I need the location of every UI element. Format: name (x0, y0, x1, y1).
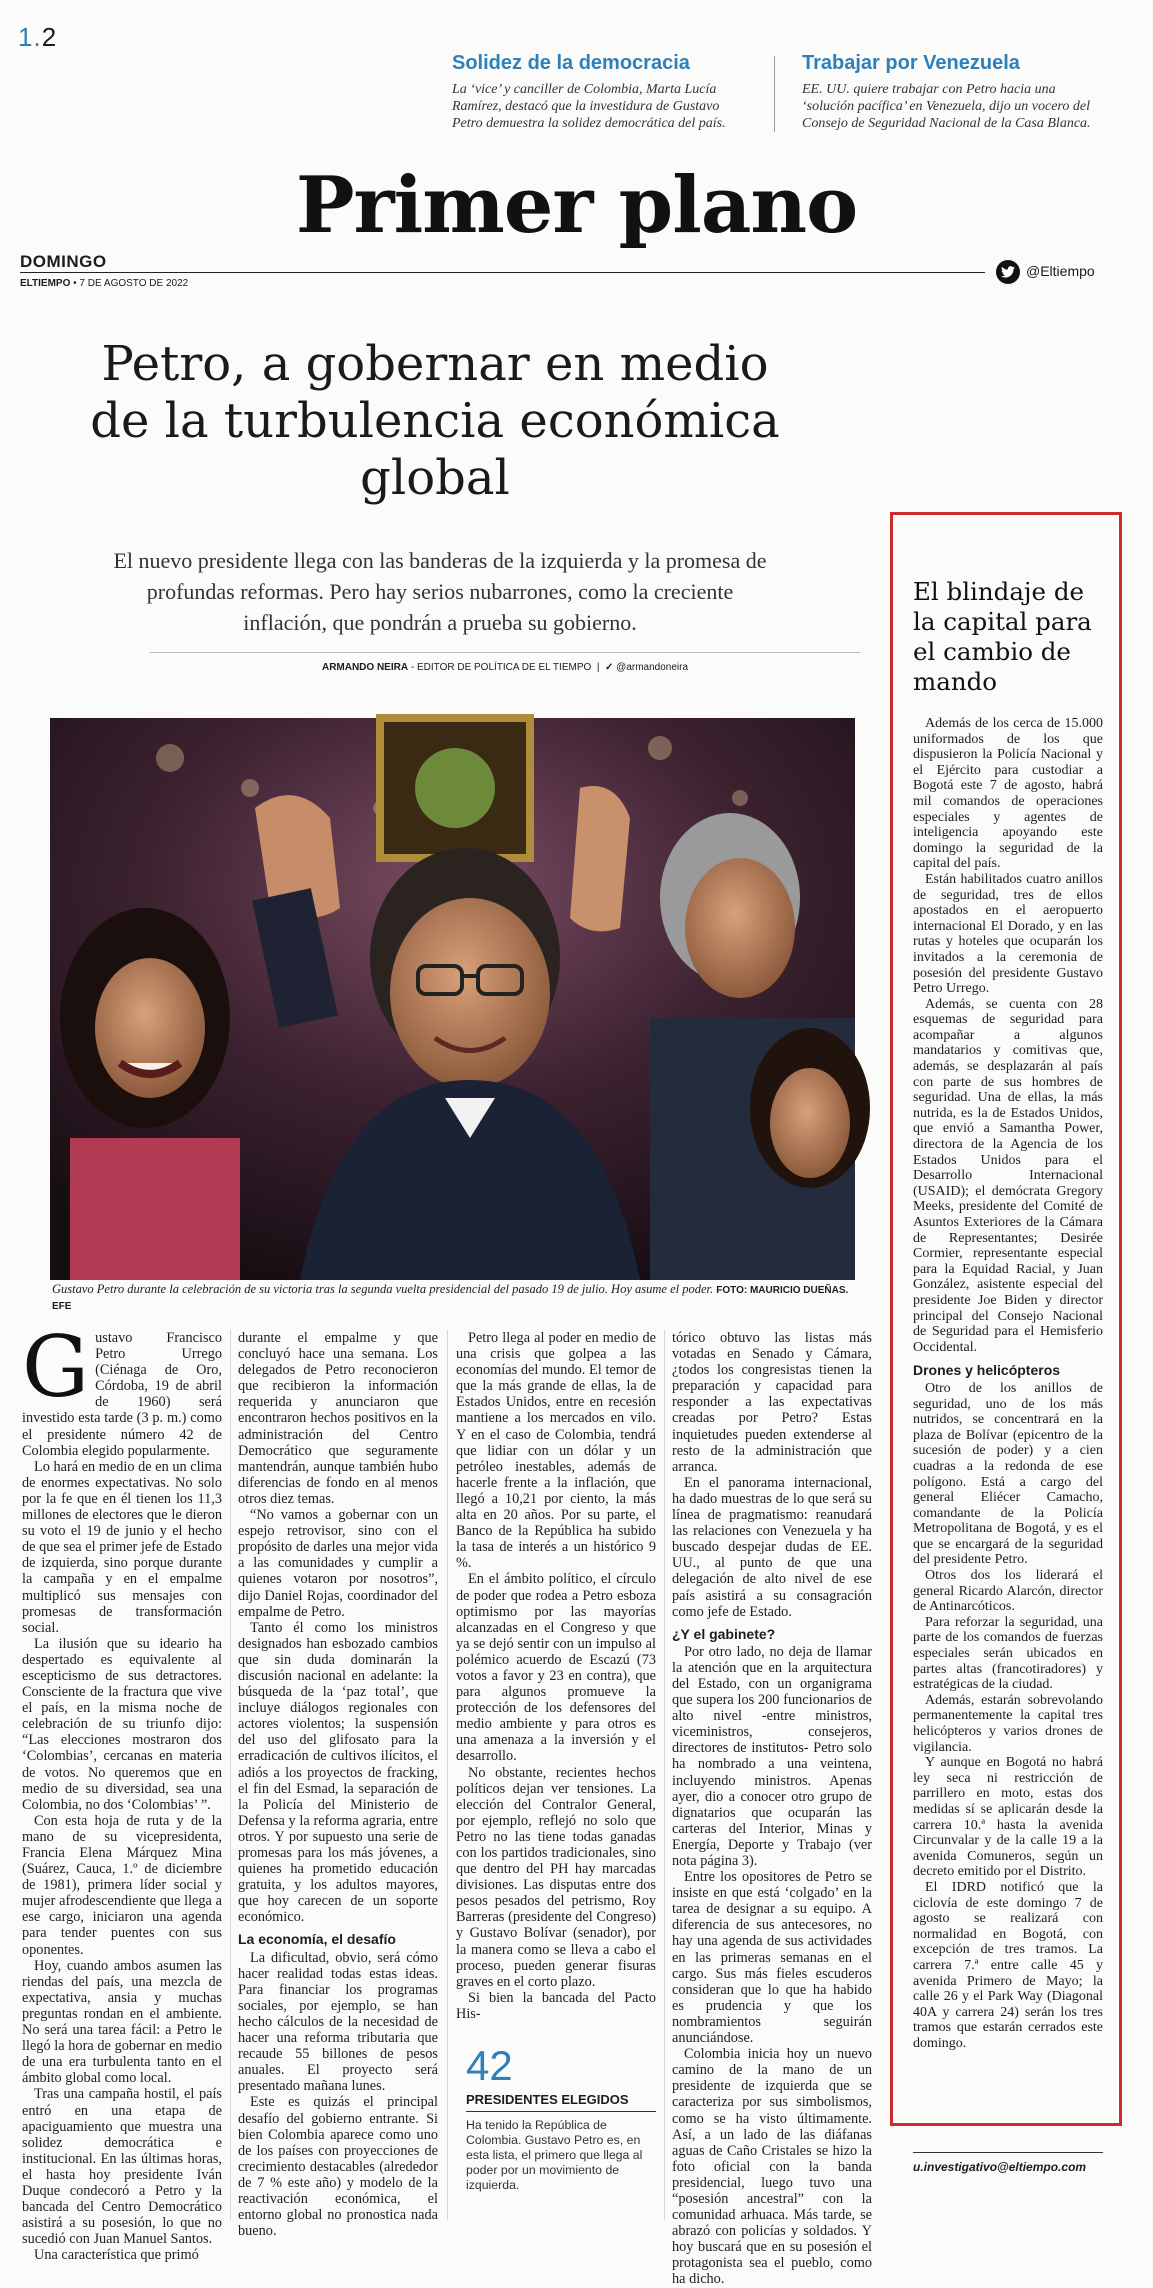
teaser-text: EE. UU. quiere trabajar con Petro hacia una ‘solución pacífica’ en Venezuela, dijo un vocero del Consejo de Seguridad Nacional de la Casa Blanca. (802, 82, 1091, 131)
sidebar-title: El blindaje de la capital para el cambio de mando (913, 577, 1092, 696)
article-column-2 (238, 1330, 438, 2239)
article-paragraph: Con esta hoja de ruta y de la mano de su vicepresidenta, Francia Elena Márquez Mina (Suárez, Cauca, 1.º de diciembre de 1981), primera líder social y mujer afrodescendiente que llega a ese cargo, iniciaron una agenda para tender puentes con sus oponentes. (22, 1812, 222, 1958)
article-paragraph: Por otro lado, no deja de llamar la atención que en la arquitectura del Estado, con un organigrama que supera los 200 funcionarios de alto nivel -entre ministros, viceministros, consejeros, directores de institutos- Petro solo ha nombrado a una veintena, incluyendo ministros. Apenas ayer, dio a conocer otro grupo de dignatarios que ocuparán las carteras del Interior, Minas y Energía, Deporte y Trabajo (ver nota página 3). (672, 1643, 872, 1869)
author-twitter-icon: ✓ (605, 662, 614, 673)
page-number: 1.2 (18, 22, 58, 52)
teaser-venezuela[interactable] (802, 52, 1102, 132)
author-role: - EDITOR DE POLÍTICA DE EL TIEMPO (408, 662, 592, 673)
author-twitter[interactable]: @armandoneira (616, 662, 689, 673)
twitter-icon[interactable] (996, 260, 1020, 284)
sidebar-paragraph: Además, estarán sobrevolando permanentemente la capital tres helicópteros y varios drones de vigilancia. (913, 1692, 1103, 1755)
sidebar-rule (913, 2152, 1103, 2153)
sidebar-paragraph: Y aunque en Bogotá no habrá ley seca ni restricción de parrillero en moto, estas dos medidas sí se aplicarán desde la carrera 10.ª hasta la avenida Circunvalar y de la calle 19 a la avenida Comuneros, según un decreto emitido por el Distrito. (913, 1755, 1103, 1880)
article-paragraph: Este es quizás el principal desafío del gobierno entrante. Si bien Colombia aparece como uno de los países con proyecciones de crecimiento destacables (alrededor de 7 % este año) y modelo de la reactivación económica, el entorno global no pronostica nada bueno. (238, 2094, 438, 2240)
article-paragraph: En el ámbito político, el círculo de poder que rodea a Petro esboza optimismo por las mayorías alcanzadas en el Congreso y que ya se dejó sentir con un impulso al polémico acuerdo de Escazú (73 votos a favor y 23 en contra), que para algunos promueve la protección de los defensores del medio ambiente y para otros es una amenaza a la inversión y el desarrollo. (456, 1571, 656, 1765)
author-name: ARMANDO NEIRA (321, 662, 409, 673)
article-paragraph: Si bien la bancada del Pacto His- (456, 1989, 656, 2022)
sidebar-subheading: Drones y helicópteros (913, 1362, 1061, 1379)
article-paragraph: Una característica que primó (34, 2247, 199, 2264)
sidebar-paragraph: Para reforzar la seguridad, una parte de los comandos de fuerzas especiales serán ubicados en partes altas (francotiradores) y estratégicas de la ciudad. (913, 1614, 1103, 1693)
photo-credit: FOTO: MAURICIO DUEÑAS. EFE (52, 1285, 849, 1312)
sidebar-email[interactable]: u.investigativo@eltiempo.com (913, 2160, 1087, 2174)
sidebar-paragraph: El IDRD notificó que la ciclovía de este domingo 7 de agosto se realizará con normalidad en Bogotá, con excepción de tres tramos. La carrera 7.ª entre calle 45 y avenida Primero de Mayo; la calle 26 y el Park Way (Diagonal 40A y carrera 24) serán los tres tramos que estarán cerrados este domingo. (913, 1879, 1103, 2051)
sidebar-paragraph: Están habilitados cuatro anillos de seguridad, tres de ellos apostados en el aeropuerto internacional El Dorado, y en las rutas y hoteles que ocuparán los invitados a la ceremonia de posesión del presidente Gustavo Petro Urrego. (913, 871, 1103, 997)
article-column-1 (22, 1318, 222, 2264)
dateline: ELTIEMPO • 7 DE AGOSTO DE 2022 (20, 278, 189, 289)
article-photo (50, 718, 855, 1280)
article-paragraph: La ilusión que su ideario ha despertado es equivalente al escepticismo de sus detractores. Consciente de la fractura que vive el país, en la misma noche de celebración de su triunfo dijo: “Las elecciones mostraron dos ‘Colombias’, cercanas en materia de votos. No queremos que en medio de su diversidad, sea una Colombia, no dos ‘Colombias’ ”. (22, 1635, 222, 1813)
twitter-handle[interactable]: @Eltiempo (1026, 263, 1095, 279)
article-paragraph: Tras una campaña hostil, el país entró en una etapa de apaciguamiento que muestra una solidez democrática e institucional. En las últimas horas, el hasta hoy presidente Iván Duque condecoró a Petro y la bancada del Centro Democrático asistirá a su posesión, lo que no sucedió con Juan Manuel Santos. (22, 2086, 222, 2248)
teaser-title: Trabajar por Venezuela (802, 52, 1020, 74)
article-paragraph: En el panorama internacional, ha dado muestras de lo que será su línea de pragmatismo: reanudará las relaciones con Venezuela y ha buscado despejar dudas de EE. UU., al punto de que una delegación de alto nivel de ese país asistirá a su consagración como jefe de Estado. (672, 1474, 872, 1620)
byline-rule (150, 652, 860, 653)
article-paragraph: Petro llega al poder en medio de una crisis que golpea a las economías del mundo. El temor de que la más grande de ellas, la de Estados Unidos, entre en recesión mantiene a los mercados en vilo. Y en el caso de Colombia, tendrá que lidiar con un dólar y un petróleo inestables, además de hacerle frente a la inflación, que llegó a 10,21 por ciento, la más alta en 20 años. Por su parte, el Banco de la República ha subido la tasa de interés a un histórico 9 %. (456, 1330, 656, 1572)
sidebar-paragraph: Además, se cuenta con 28 esquemas de seguridad para acompañar a algunos mandatarios y comitivas que, además, se desplazarán al país con parte de sus hombres de seguridad. Una de ellas, la más nutrida, es la de Estados Unidos, que envió a Samantha Power, directora de la Agencia de los Estados Unidos para el Desarrollo Internacional (USAID); el demócrata Gregory Meeks, presidente del Comité de Asuntos Exteriores de la Cámara de Representantes; Desirée Cormier, representante especial para la Equidad Racial, y Juan González, asistente especial del presidente Joe Biden y director principal del Consejo Nacional de Seguridad para el Hemisferio Occidental. (913, 996, 1103, 1355)
masthead-rule (20, 272, 985, 273)
sidebar-paragraph: Otro de los anillos de seguridad, uno de los más nutridos, se concentrará en la plaza de Bolívar (epicentro de la sucesión de poder) y a cien cuadras a la redonda de ese polígono. Está a cargo del general Eliécer Camacho, comandante de la Policía Metropolitana de Bogotá, y es el que se encargará de la seguridad del presidente Petro. (913, 1380, 1103, 1568)
stat-number: 42 (466, 2042, 513, 2089)
stat-text: Ha tenido la República de Colombia. Gustavo Petro es, en esta lista, el primero que llega al poder por un movimiento de izquierda. (466, 2118, 643, 2192)
day-label: DOMINGO (20, 252, 107, 271)
byline: ARMANDO NEIRA - EDITOR DE POLÍTICA DE EL TIEMPO | ✓ @armandoneira (321, 662, 689, 673)
article-column-4 (672, 1330, 872, 2288)
sidebar-paragraph: Además de los cerca de 15.000 uniformados de los que dispusieron la Policía Nacional y el Ejército para custodiar a Bogotá este 7 de agosto, habrá mil comandos de operaciones especiales y agentes de inteligencia apoyando este domingo la seguridad de la capital del país. (913, 716, 1103, 872)
article-paragraph: Tanto él como los ministros designados han esbozado cambios que sin duda dominarán la discusión nacional en adelante: la búsqueda de la ‘paz total’, que incluye diálogos regionales con actores violentos; la suspensión del uso del glifosato para la erradicación de cultivos ilícitos, el adiós a los proyectos de fracking, el fin del Esmad, la separación de la Policía del Ministerio de Defensa y la reforma agraria, entre otros. Y por supuesto una serie de promesas para los más jóvenes, a quienes ha prometido educación gratuita, y los adultos mayores, que hoy carecen de un soporte económico. (238, 1619, 438, 1926)
column-rule (230, 1330, 231, 2220)
article-paragraph: Colombia inicia hoy un nuevo camino de la mano de un presidente de izquierda que se caracteriza por sus simbolismos, como se ha visto últimamente. Así, a un lado de las diáfanas aguas de Caño Cristales se hizo la foto oficial con la banda presidencial, luego tuvo una “posesión ancestral” con la comunidad arhuaca. Más tarde, se abrazó con policías y soldados. Y hoy buscará que en su posesión el protagonista sea el pueblo, como ha dicho. (672, 2046, 872, 2288)
teaser-title: Solidez de la democracia (452, 52, 690, 74)
sidebar-paragraph: Otros dos los liderará el general Ricardo Alarcón, director de Antinarcóticos. (913, 1568, 1103, 1615)
column-rule (447, 1330, 448, 2220)
article-paragraph: Entre los opositores de Petro se insiste en que está ‘colgado’ en la tarea de designar a su equipo. A diferencia de sus antecesores, no hay una agenda de sus actividades en las primeras semanas en el cargo. Sus más fieles escuderos consideran que lo que ha habido es prudencia y que los nombramientos seguirán anunciándose. (672, 1869, 872, 2047)
teaser-text: La ‘vice’ y canciller de Colombia, Marta Lucía Ramírez, destacó que la investidura de Gustavo Petro demuestra la solidez democrática del país. (452, 82, 726, 131)
article-column-3 (456, 1330, 656, 2022)
drop-cap: G (22, 1318, 90, 1416)
article-paragraph: Lo hará en medio de en un clima de enormes expectativas. No solo por la fe que en él tienen los 11,3 millones de electores que le dieron su voto el 19 de junio y el hecho de que sea el primer jefe de Estado de izquierda, sino porque durante la campaña y en el empalme multiplicó sus mensajes con promesas de transformación social. (22, 1458, 222, 1636)
stat-box (466, 2044, 656, 2193)
article-paragraph: tórico obtuvo las listas más votadas en Senado y Cámara, ¿todos los congresistas tienen la preparación y capacidad para responder a las expectativas creadas por Petro? Estas inquietudes pueden extenderse al resto de la administración que arranca. (672, 1330, 872, 1475)
stat-title: PRESIDENTES ELEGIDOS (466, 2092, 656, 2112)
article-paragraph: ustavo Francisco Petro Urrego (Ciénaga de Oro, Córdoba, 19 de abril de 1960) será investido esta tarde (3 p. m.) como el presidente número 42 de Colombia elegido popularmente. (22, 1330, 222, 1459)
article-headline: Petro, a gobernar en medio de la turbulencia económica global (90, 336, 780, 506)
column-rule (664, 1330, 665, 2220)
subheading-cabinet: ¿Y el gabinete? (672, 1625, 776, 1642)
article-paragraph: durante el empalme y que concluyó hace una semana. Los delegados de Petro reconocieron que recibieron la información requerida y anunciaron que encontraron hechos positivos en la administración del Centro Democrático que seguramente mantendrán, aunque también hubo diferencias de fondo en al menos otros diez temas. (238, 1330, 438, 1507)
article-deck: El nuevo presidente llega con las banderas de la izquierda y la promesa de profundas reformas. Pero hay serios nubarrones, como la creciente inflación, que pondrán a prueba su gobierno. (113, 548, 767, 635)
section-title: Primer plano (295, 160, 858, 251)
sidebar-body (913, 716, 1103, 2051)
article-paragraph: No obstante, recientes hechos políticos dejan ver tensiones. La elección del Contralor General, por ejemplo, reflejó no solo que Petro no las tiene todas ganadas con los partidos tradicionales, sino que dentro del PH hay marcadas divisiones. Las disputas entre dos pesos pesados del petrismo, Roy Barreras (presidente del Congreso) y Gustavo Bolívar (senador), por la manera como se lleva a cabo el proceso, pueden generar fisuras graves en el corto plazo. (456, 1764, 656, 1990)
photo-caption: Gustavo Petro durante la celebración de su victoria tras la segunda vuelta presidencial del pasado 19 de julio. Hoy asume el poder. FOTO: MAURICIO DUEÑAS. EFE (52, 1282, 849, 1312)
subheading-economy: La economía, el desafío (238, 1931, 396, 1948)
teaser-divider (774, 56, 775, 132)
article-paragraph: La dificultad, obvio, será cómo hacer realidad todas estas ideas. Para financiar los programas sociales, por ejemplo, se han hecho cálculos de la necesidad de hacer una reforma tributaria que recaude 55 billones de pesos anuales. El proyecto será presentado mañana lunes. (238, 1949, 438, 2095)
article-paragraph: “No vamos a gobernar con un espejo retrovisor, sino con el propósito de darles una mejor vida a las comunidades y cumplir a quienes votaron por nosotros”, dijo Daniel Rojas, coordinador del empalme de Petro. (238, 1507, 438, 1620)
article-paragraph: Hoy, cuando ambos asumen las riendas del país, una mezcla de expectativa, ansia y muchas preguntas rondan en el ambiente. No será una tarea fácil: a Petro le llegó la hora de gobernar en medio de una era turbulenta tanto en el ámbito global como local. (22, 1957, 222, 2087)
teaser-democracy[interactable] (452, 52, 752, 132)
